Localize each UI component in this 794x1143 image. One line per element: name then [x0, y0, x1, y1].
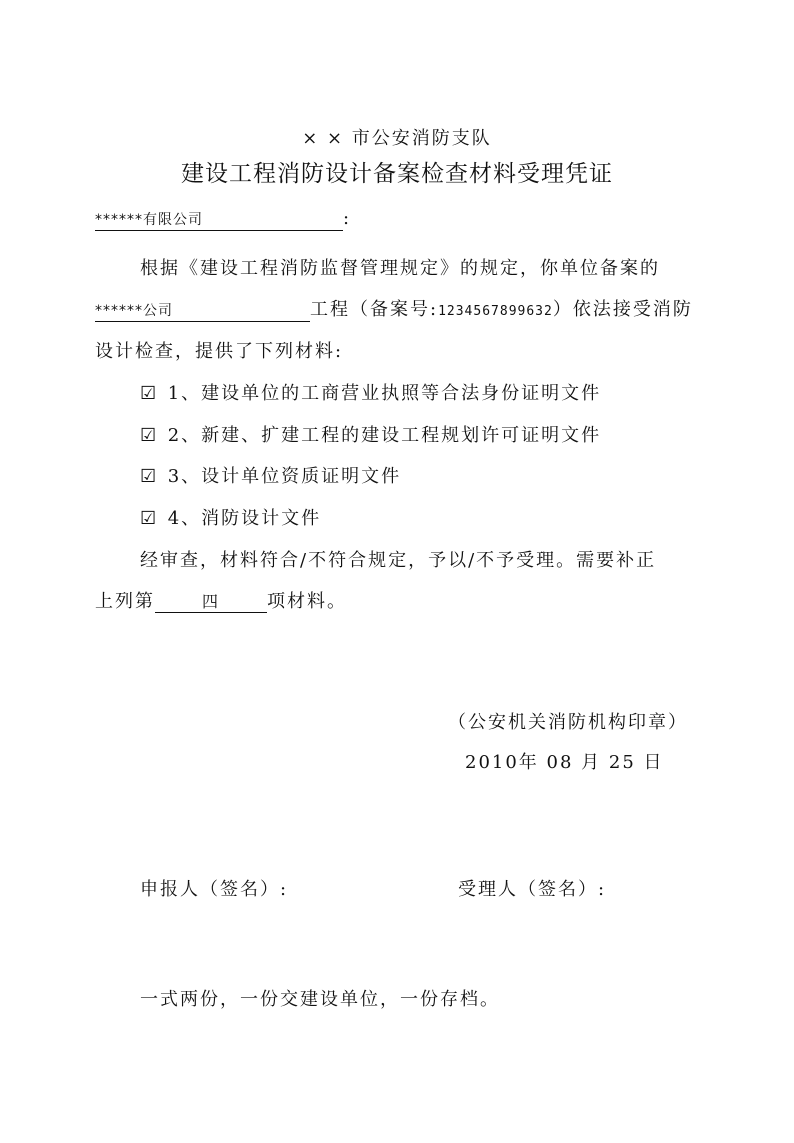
checkbox-checked-icon: ☑: [140, 383, 159, 404]
material-item-4: [140, 504, 321, 530]
addressee-line: [95, 208, 351, 231]
addressee-colon: :: [343, 208, 352, 229]
material-text: 1、建设单位的工商营业执照等合法身份证明文件: [167, 383, 602, 404]
material-item-1: [140, 379, 601, 405]
receiver-signature: 受理人（签名）:: [458, 879, 607, 900]
document-title: 建设工程消防设计备案检查材料受理凭证: [181, 161, 613, 187]
checkbox-checked-icon: ☑: [140, 425, 159, 446]
review-prefix: 上列第: [95, 591, 155, 612]
copies-note: 一式两份，一份交建设单位，一份存档。: [140, 989, 500, 1010]
body-line-1: 根据《建设工程消防监督管理规定》的规定，你单位备案的: [140, 258, 660, 279]
project-suffix: 工程（备案号:: [310, 299, 439, 320]
material-text: 4、消防设计文件: [167, 508, 322, 529]
review-line-1: 经审查，材料符合/不符合规定，予以/不予受理。需要补正: [140, 550, 657, 571]
checkbox-checked-icon: ☑: [140, 508, 159, 529]
review-line-2: [95, 587, 347, 613]
body-line-2: [95, 295, 693, 322]
material-item-3: [140, 462, 401, 488]
material-text: 2、新建、扩建工程的建设工程规划许可证明文件: [167, 425, 602, 446]
seal-label: （公安机关消防机构印章）: [448, 712, 688, 733]
project-name: ******公司: [95, 301, 310, 322]
body-line-3: 设计检查，提供了下列材料:: [95, 341, 344, 362]
item-number: 四: [155, 592, 267, 613]
issuer-heading: × × 市公安消防支队: [302, 128, 492, 149]
issue-date: 2010年 08 月 25 日: [465, 752, 664, 773]
record-number: 1234567899632: [438, 304, 553, 319]
material-item-2: [140, 421, 601, 447]
applicant-signature: 申报人（签名）:: [140, 879, 289, 900]
record-tail: ）依法接受消防: [552, 299, 693, 320]
material-text: 3、设计单位资质证明文件: [167, 466, 402, 487]
checkbox-checked-icon: ☑: [140, 466, 159, 487]
review-suffix: 项材料。: [267, 591, 347, 612]
addressee-name: ******有限公司: [95, 210, 343, 231]
